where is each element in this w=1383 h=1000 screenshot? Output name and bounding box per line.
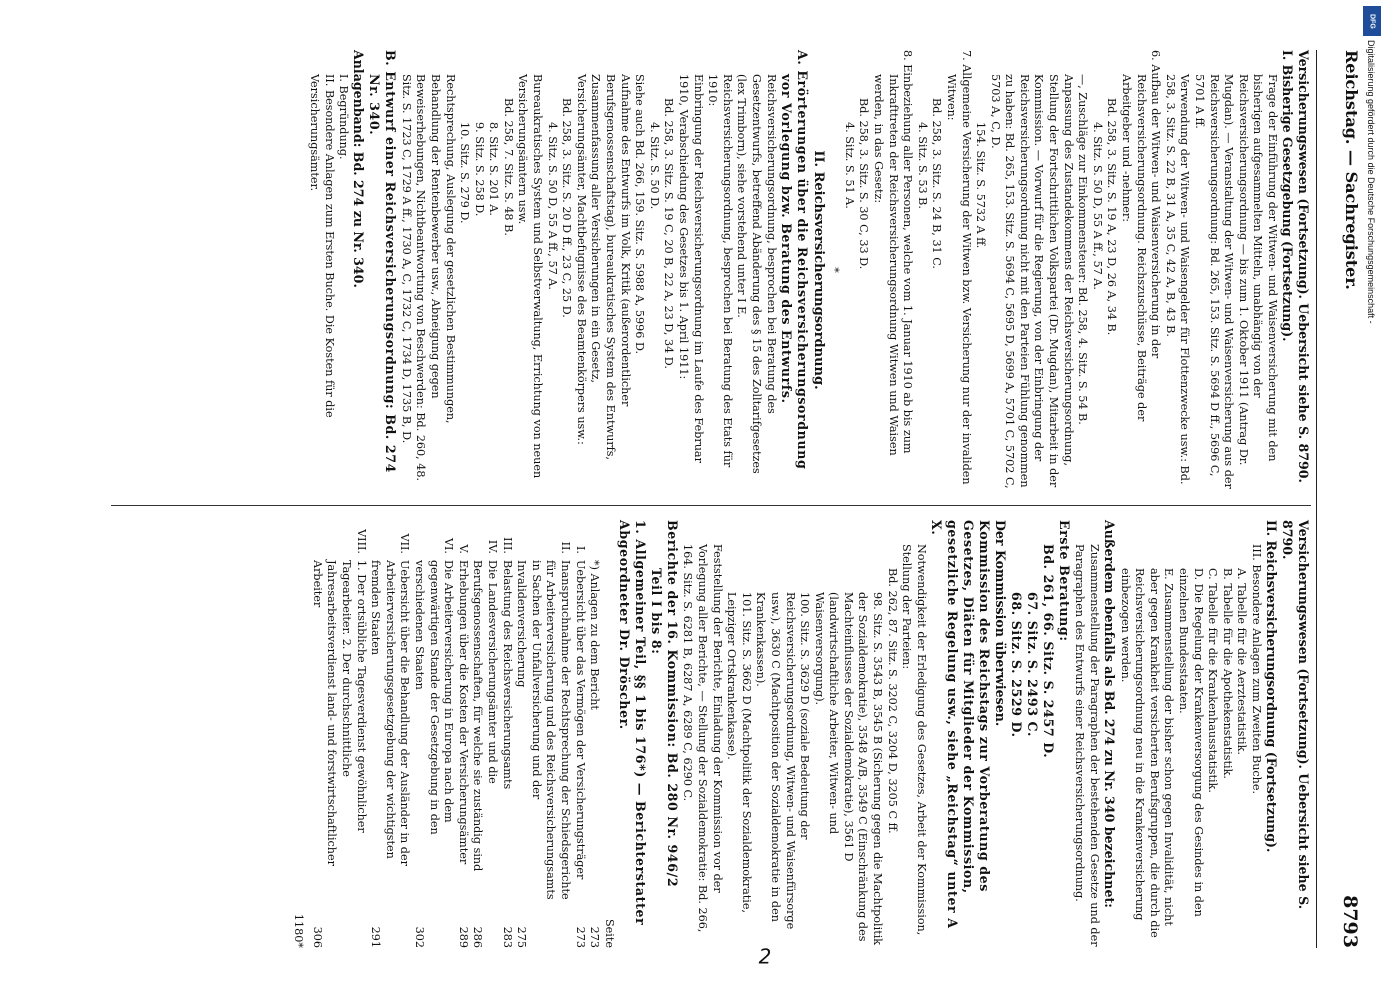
roman-numeral: VII. — [398, 533, 412, 554]
annex-item: 1. Der ortsübliche Tagesverdienst gewöhnlicher Tagearbeiter. 2. Der durchschnittliche Jahresarbeitsverdienst land- und forstwirtschaftlicher Arbeiter — [310, 560, 368, 866]
roman-numeral: VIII. — [354, 529, 368, 554]
section-label: B. — [383, 50, 399, 67]
annex-item: Uebersicht über das Vermögen der Versicherungsträger — [573, 560, 587, 880]
reference: Bd. 261, 66. Sitz. S. 2457 D. — [1040, 544, 1056, 759]
entry-text: I. Begründung. — [337, 74, 351, 160]
page-ref: 289 — [456, 926, 470, 948]
right-column — [291, 520, 1311, 948]
entry-text: Kommission des Reichstags zur Vorberatung des Gesetzes, Diäten für Mitglieder der Kommission, gesetzliche Regelung usw., siehe „Reichstag“ unter A X. — [928, 520, 992, 929]
reference: 101. Sitz. S. 3662 D (Machtpolitik der Sozialdemokratie, Leipziger Ortskrankenkasse). — [725, 592, 753, 914]
reference: Bd. 262, 87. Sitz. S. 3202 C, 3204 D, 3205 C ff. — [885, 568, 899, 834]
left-column — [306, 50, 1311, 490]
report-heading: Berichte der 16. Kommission: Bd. 280 Nr. 946/2 — [664, 520, 680, 888]
roman-numeral: III. — [500, 537, 514, 554]
item-number: 8. — [901, 50, 915, 61]
entry-text: Notwendigkeit der Erledigung des Gesetzes, Arbeit der Kommission, Stellung der Parteien: — [900, 544, 928, 936]
entry-text: —, Zuschläge zur Einkommensteuer: Bd. 258, 4. Sitz. S. 54 B. — [1076, 74, 1090, 425]
list-item: C. Tabelle für die Krankenhausstatistik. — [1206, 568, 1220, 793]
entry-text: Feststellung der Berichte, Einladung der Kommission vor der Vorlegung aller Berichte, — Stellung der Sozialdemokratie: Bd. 266, 164. Sitz. S. 6281 B, 6287 A, 6289 C, 6290 C. — [681, 544, 724, 933]
list-item: B. Tabelle für die Apothekenstatistik. — [1220, 568, 1234, 779]
running-header: Reichstag. — Sachregister. — [1342, 50, 1361, 290]
annex-item: Inanspruchnahme der Rechtsprechung der Schiedsgerichte für Arbeiterversicherung und des Reichsversicherungsamts in Sachen der Unfallversicherung und der Invalidenversicherung — [515, 560, 572, 900]
reference: 98. Sitz. S. 3543 B, 3545 B (Sicherung gegen die Machtpolitik der Sozialdemokratie), 3548 A/B, 3549 C (Einschränkung des Machteinflusses der Sozialdemokratie), 3561 D (landwirtschaftliche Arbeiter, Witwen- und Waisenversorgung). — [812, 592, 885, 946]
section-title: Entwurf einer Reichsversicherungsordnung: Bd. 274 Nr. 340. — [367, 71, 399, 473]
entry-text: Rechtsprechung, Auslegung der gesetzlichen Bestimmungen, Behandlung der Rentenbewerber usw., Abneigung gegen Beweiserhebungen, Nichtbeantwortung von Beschwerden: Bd. 260, 48. Sitz. S. 1723 C, 1729 A ff., 1730 A, C, 1732 C, 1734 D, 1735 B, D. — [399, 74, 457, 482]
page-ref: 273 — [573, 926, 587, 948]
annex-item: Belastung des Reichsversicherungsamts — [500, 560, 514, 790]
reference: 67. Sitz. S. 2493 C. — [1024, 592, 1040, 737]
dfg-logo: DFG — [1363, 6, 1381, 36]
reference: Bd. 258, 3. Sitz. S. 24 B, 31 C. — [930, 98, 944, 269]
annex-volume: Anlagenband: Bd. 274 zu Nr. 340. — [351, 50, 367, 288]
reference: Bd. 258, 3. Sitz. S. 20 D ff., 23 C, 25 D. — [560, 98, 574, 318]
reading-heading: Erste Beratung: — [1056, 520, 1072, 642]
reference: 10. Sitz. S. 279 D. — [458, 122, 472, 224]
entry-text: Bureaukratisches System und Selbstverwaltung, Errichtung von neuen Versicherungsämtern usw. — [516, 74, 545, 479]
list-item: A. Tabelle für die Aerztestatistik. — [1235, 568, 1249, 755]
entry-text: Zusammenstellung der Paragraphen der bestehenden Gesetze und der Paragraphen des Entwurfs einer Reichsversicherungsordnung. — [1073, 544, 1102, 947]
page-number: 8793 — [1339, 895, 1361, 948]
entry-text: Siehe auch Bd. 266, 159. Sitz. S. 5988 A, 5996 D. — [633, 74, 647, 355]
printing-mark: 1180* — [292, 913, 306, 948]
entry-text: III. Besondere Anlagen zum Zweiten Buche. — [1250, 544, 1263, 795]
entry-text: Reichsversicherungsordnung, besprochen bei Beratung des Etats für 1910: — [706, 74, 734, 468]
entry-text: Anpassung des Zustandekommens der Reichsversicherungsordnung, Stellung der Fortschrittlichen Volkspartei (Dr. Mugdan), Mitarbeit in der Kommission. — Vorwurf für die Regierung, von der Einbringung der Reichsversicherungsordnung nicht mit den Parteien Fühlung genommen zu haben: Bd. 265, 153. Sitz. S. 5694 C, 5695 D, 5699 A, 5701 C, 5702 C, 5703 A, C, D. — [988, 74, 1075, 489]
footnote-intro: *) Anlagen zu dem Bericht — [588, 560, 602, 710]
separator-star: * — [828, 267, 842, 273]
entry-text: Verwendung der Witwen- und Waisengelder für Flottenzwecke usw.: Bd. 258, 3. Sitz. S. 22 B, 31 A, 35 C, 42 A, B, 43 B. — [1163, 74, 1192, 485]
roman-numeral: II. — [559, 541, 572, 554]
reference: 4. Sitz. S. 53 B. — [915, 122, 929, 209]
header-rule — [1316, 50, 1317, 948]
list-item: E. Zusammenstellung der bisher schon gegen Invalidität, nicht aber gegen Krankheit versicherten Berufsgruppen, die durch die Reichsversicherungsordnung neu in die Krankenversicherung einbezogen werden. — [1118, 568, 1176, 938]
entry-text: Einbringung der Reichsversicherungsordnung im Laufe des Februar 1910, Verabschiedung des Gesetzes bis 1. April 1911: — [677, 74, 705, 463]
reference: 154. Sitz. S. 5732 A ff. — [974, 122, 988, 249]
entry-text: Reichsversicherungsordnung, besprochen bei Beratung des Gesetzentwurfs, betreffend Abänderung des § 15 des Zolltarifgesetzes (lex Trimborn), siehe vorstehend unter I E. — [735, 74, 778, 474]
entry-text: Außerdem ebenfalls als Bd. 274 zu Nr. 340 bezeichnet: — [1102, 520, 1118, 908]
left-subheading: I. Bisherige Gesetzgebung (Fortsetzung). — [1280, 50, 1295, 342]
roman-numeral: IV. — [486, 539, 500, 554]
left-column-heading: Versicherungswesen (Fortsetzung). Uebersicht siehe S. 8790. — [1296, 50, 1311, 483]
page-ref: 302 — [413, 926, 427, 948]
page-ref: 273 — [588, 926, 602, 948]
right-subheading: II. Reichsversicherungsordnung (Fortsetzung). — [1264, 520, 1279, 853]
annex-item: Uebersicht über die Behandlung der Ausländer in der Arbeiterversicherungsgesetzgebung der wichtigsten fremden Staaten — [369, 560, 412, 866]
entry-text: II. Besondere Anlagen zum Ersten Buche. Die Kosten für die Versicherungsämter. — [307, 74, 336, 418]
section-heading: II. Reichsversicherungsordnung. — [810, 150, 826, 390]
page-ref: 286 — [471, 926, 485, 948]
roman-numeral: VI. — [442, 537, 456, 554]
annex-item: Erhebungen über die Kosten der Versicherungsämter — [456, 560, 470, 865]
handwritten-annotation: 2 — [758, 944, 772, 969]
report-part: 1. Allgemeiner Teil, §§ 1 bis 176*) — Berichterstatter Abgeordneter Dr. Dröscher. — [616, 520, 648, 926]
reference: 68. Sitz. S. 2529 D. — [1008, 592, 1024, 738]
right-column-heading: Versicherungswesen (Fortsetzung). Uebersicht siehe S. 8790. — [1280, 520, 1311, 910]
reference: Bd. 258, 7. Sitz. S. 48 B. — [501, 98, 515, 236]
entry-text: Aufbau der Witwen- und Waisenversicherung in der Reichsversicherungsordnung. Reichszuschüsse, Beiträge der Arbeitgeber und -nehmer: — [1120, 64, 1163, 422]
page-ref: 291 — [369, 926, 383, 948]
reference: 100. Sitz. S. 3629 D (soziale Bedeutung der Reichsversicherungsordnung, Witwen- und Waisenfürsorge usw.), 3630 C (Machtposition der Sozialdemokratie in den Krankenkassen). — [754, 592, 812, 930]
entry-text: Frage der Einführung der Witwen- und Waisenversicherung mit den bisherigen aufgesammelten Mitteln, unabhängig von der Reichsversicherungsordnung — bis zum 1. Oktober 1911 (Antrag Dr. Mugdan). — Veranstaltung der Witwen- und Waisenversicherung aus der Reichsversicherungsordnung: Bd. 265, 153. Sitz. S. 5694 D ff., 5696 C, 5701 A ff. — [1193, 74, 1279, 489]
annex-item: Die Arbeiterversicherung in Europa nach dem gegenwärtigen Stande der Gesetzgebung in den verschiedenen Staaten — [413, 560, 456, 835]
entry-text: Der Kommission überwiesen. — [992, 520, 1008, 727]
reference: Bd. 258, 3. Sitz. S. 19 C, 20 B, 22 A, 23 D, 34 D. — [662, 98, 676, 369]
reference: 4. Sitz. S. 50 D. — [647, 122, 661, 210]
entry-text: Einbeziehung aller Personen, welche vom 1. Januar 1910 ab bis zum Inkrafttreten der Reichsversicherungsordnung Witwen und Waisen werden, in das Gesetz: — [871, 64, 915, 456]
entry-text: Allgemeine Versicherung der Witwen bzw. Versicherung nur der invaliden Witwen: — [944, 64, 973, 485]
annex-item: Die Landesversicherungsämter und die Berufsgenossenschaften, für welche sie zuständig sind — [471, 560, 500, 872]
page-ref: 283 — [500, 926, 514, 948]
section-title: Erörterungen über die Reichsversicherungsordnung vor Vorlegung bzw. Beratung des Entwurfs. — [778, 70, 810, 470]
column-label-seite: Seite — [602, 919, 616, 948]
page-ref: 275 — [515, 926, 529, 948]
list-item: D. Die Regelung der Krankenversorgung des Gesindes in den einzelnen Bundesstaaten. — [1177, 568, 1205, 917]
reference: 4. Sitz. S. 50 D, 55 A ff., 57 A. — [545, 122, 559, 290]
reference: 4. Sitz. S. 51 A. — [842, 122, 856, 209]
item-number: 6. — [1149, 50, 1163, 61]
report-subheading: Teil I bis 8: — [648, 568, 664, 655]
reference: Bd. 258, 3. Sitz. S. 30 C, 33 D. — [857, 98, 871, 270]
page-ref: 306 — [310, 926, 324, 948]
item-number: 7. — [959, 50, 973, 61]
column-divider — [111, 505, 1311, 506]
digitization-credit: Digitalisierung gefördert durch die Deutsche Forschungsgemeinschaft - — [1366, 40, 1376, 324]
reference: 4. Sitz. S. 50 D, 55 A ff., 57 A. — [1090, 122, 1104, 290]
entry-text: Aufnahme des Entwurfs im Volk, Kritik (außerordentlicher Berufsgenossenschaftstag), bureaukratisches System des Entwurfs, Zusammenfassung aller Versicherungen in ein Gesetz, Versicherungsämter, Machtbefugnisse des Beamtenkörpers usw.: — [574, 74, 632, 461]
roman-numeral: I. — [573, 546, 587, 554]
reference: 8. Sitz. S. 201 A. — [487, 122, 501, 216]
reference: 9. Sitz. S. 258 D. — [472, 122, 486, 217]
section-label: A. — [794, 50, 810, 66]
reference: Bd. 258, 3. Sitz. S. 19 A, 23 D, 26 A, 34 B. — [1105, 98, 1119, 336]
roman-numeral: V. — [456, 544, 470, 554]
